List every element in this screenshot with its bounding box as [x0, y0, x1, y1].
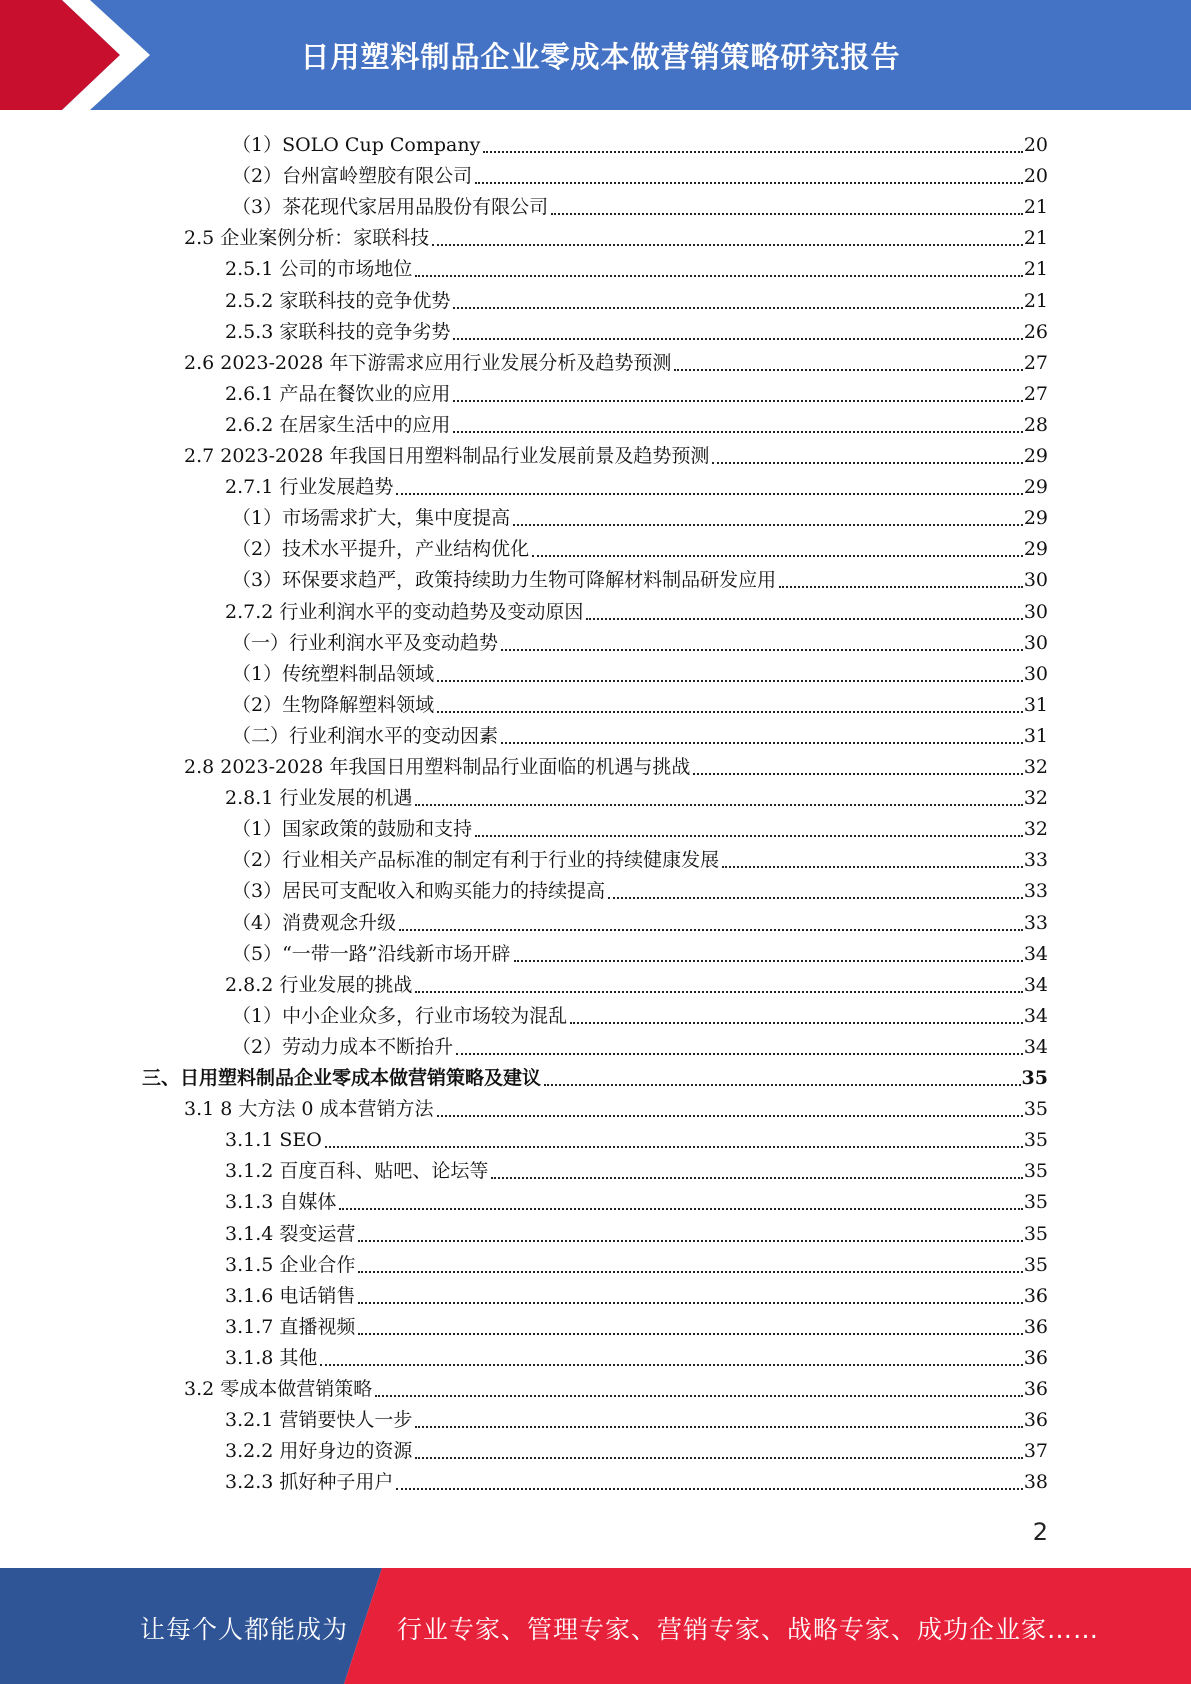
toc-dot-leader [483, 150, 1022, 153]
toc-entry-title: 3.1.2 百度百科、贴吧、论坛等 [225, 1160, 489, 1183]
toc-dot-leader [453, 337, 1022, 340]
toc-entry-page: 33 [1023, 880, 1048, 903]
toc-entry-title: 2.7.2 行业利润水平的变动趋势及变动原因 [225, 600, 584, 623]
toc-entry-page: 36 [1023, 1409, 1048, 1432]
page-header [0, 0, 1191, 110]
page-number: 2 [1032, 1518, 1048, 1546]
toc-entry-page: 29 [1023, 445, 1048, 467]
toc-entry[interactable] [225, 1308, 1048, 1339]
toc-dot-leader [456, 1052, 1023, 1055]
toc-dot-leader [358, 1239, 1022, 1242]
toc-entry[interactable] [232, 1028, 1048, 1059]
toc-dot-leader [513, 523, 1023, 526]
footer-slogan-left: 让每个人都能成为 [140, 1615, 349, 1644]
toc-entry[interactable] [232, 188, 1048, 219]
toc-entry-title: 3.1.8 其他 [225, 1346, 318, 1369]
toc-entry-title: 3.2 零成本做营销策略 [184, 1378, 373, 1400]
toc-entry-title: 3.1 8 大方法 0 成本营销方法 [184, 1098, 434, 1121]
toc-entry-title: （1）SOLO Cup Company [232, 134, 481, 156]
toc-dot-leader [779, 585, 1023, 588]
toc-entry-page: 26 [1023, 320, 1048, 343]
toc-entry-page: 35 [1023, 1191, 1048, 1214]
toc-entry-page: 31 [1023, 724, 1048, 747]
toc-entry[interactable] [225, 1152, 1048, 1183]
toc-dot-leader [544, 1083, 1021, 1086]
toc-entry-page: 34 [1023, 973, 1048, 996]
toc-entry-title: 2.5.1 公司的市场地位 [225, 258, 413, 281]
toc-entry[interactable] [225, 966, 1048, 997]
toc-entry[interactable] [184, 1370, 1048, 1401]
toc-entry[interactable] [184, 1090, 1048, 1121]
toc-dot-leader [437, 710, 1023, 713]
toc-dot-leader [325, 1145, 1023, 1148]
toc-entry[interactable] [225, 593, 1048, 624]
toc-entry[interactable] [225, 1277, 1048, 1308]
toc-dot-leader [396, 1487, 1022, 1490]
toc-entry-title: （1）市场需求扩大，集中度提高 [232, 507, 511, 530]
toc-entry[interactable] [225, 468, 1048, 499]
toc-dot-leader [339, 1207, 1022, 1210]
toc-entry-page: 36 [1023, 1284, 1048, 1307]
toc-dot-leader [415, 990, 1022, 993]
toc-entry-page: 36 [1023, 1378, 1048, 1400]
toc-dot-leader [586, 617, 1022, 620]
toc-entry[interactable] [225, 1401, 1048, 1432]
toc-entry-title: 2.6 2023-2028 年下游需求应用行业发展分析及趋势预测 [184, 351, 672, 374]
toc-entry-page: 27 [1023, 351, 1048, 374]
toc-entry-title: 2.5 企业案例分析：家联科技 [184, 227, 430, 250]
toc-dot-leader [415, 1425, 1022, 1428]
toc-entry-page: 34 [1023, 1004, 1048, 1027]
toc-entry-page: 21 [1023, 258, 1048, 281]
toc-entry-page: 29 [1023, 507, 1048, 530]
report-title: 日用塑料制品企业零成本做营销策略研究报告 [300, 39, 901, 74]
toc-entry-title: 2.7.1 行业发展趋势 [225, 476, 394, 499]
toc-entry[interactable] [225, 779, 1048, 810]
toc-dot-leader [475, 181, 1023, 184]
toc-entry[interactable] [184, 219, 1048, 250]
toc-entry[interactable] [225, 1183, 1048, 1214]
toc-entry-title: 3.2.3 抓好种子用户 [225, 1471, 394, 1494]
toc-entry-title: （2）台州富岭塑胶有限公司 [232, 165, 473, 188]
toc-entry[interactable] [225, 250, 1048, 281]
toc-entry[interactable] [184, 748, 1048, 779]
toc-entry-page: 35 [1023, 1222, 1048, 1245]
toc-entry-page: 33 [1023, 849, 1048, 872]
toc-entry-title: 3.1.6 电话销售 [225, 1284, 356, 1307]
toc-entry-title: （二）行业利润水平的变动因素 [232, 724, 499, 747]
toc-entry-title: 3.1.3 自媒体 [225, 1191, 337, 1214]
toc-entry-title: （2）行业相关产品标准的制定有利于行业的持续健康发展 [232, 849, 720, 872]
toc-entry-title: （2）生物降解塑料领域 [232, 693, 435, 716]
toc-entry-page: 29 [1023, 538, 1048, 561]
toc-entry-title: 2.6.1 产品在餐饮业的应用 [225, 382, 451, 405]
toc-dot-leader [396, 492, 1022, 495]
toc-dot-leader [674, 368, 1022, 371]
toc-entry-page: 21 [1023, 289, 1048, 312]
toc-entry[interactable] [225, 1246, 1048, 1277]
toc-dot-leader [551, 212, 1023, 215]
toc-entry-title: 3.2.2 用好身边的资源 [225, 1440, 413, 1463]
toc-entry-title: （3）居民可支配收入和购买能力的持续提高 [232, 880, 606, 903]
toc-entry-page: 28 [1023, 413, 1048, 436]
toc-dot-leader [453, 430, 1022, 433]
toc-entry[interactable] [232, 841, 1048, 872]
toc-entry-title: （5）“一带一路”沿线新市场开辟 [232, 942, 511, 965]
toc-dot-leader [608, 896, 1023, 899]
toc-entry-title: 2.6.2 在居家生活中的应用 [225, 413, 451, 436]
toc-entry-page: 30 [1023, 600, 1048, 623]
toc-entry-title: （4）消费观念升级 [232, 911, 397, 934]
footer-slogan-right: 行业专家、管理专家、营销专家、战略专家、成功企业家…… [397, 1615, 1100, 1644]
toc-dot-leader [501, 648, 1023, 651]
toc-dot-leader [722, 865, 1023, 868]
toc-entry-title: （3）环保要求趋严，政策持续助力生物可降解材料制品研发应用 [232, 569, 777, 592]
toc-entry[interactable] [232, 499, 1048, 530]
toc-entry-title: 2.7 2023-2028 年我国日用塑料制品行业发展前景及趋势预测 [184, 445, 710, 467]
toc-entry[interactable] [232, 686, 1048, 717]
toc-dot-leader [501, 741, 1023, 744]
toc-entry-page: 30 [1023, 569, 1048, 592]
toc-entry[interactable] [232, 810, 1048, 841]
toc-dot-leader [437, 1114, 1023, 1117]
toc-entry-page: 20 [1023, 134, 1048, 156]
toc-entry[interactable] [232, 904, 1048, 935]
toc-dot-leader [399, 928, 1023, 931]
toc-entry-page: 37 [1023, 1440, 1048, 1463]
toc-entry-page: 20 [1023, 165, 1048, 188]
toc-entry-title: 2.8.1 行业发展的机遇 [225, 787, 413, 810]
toc-entry[interactable] [232, 530, 1048, 561]
toc-entry-page: 32 [1023, 818, 1048, 841]
toc-entry-title: 2.8.2 行业发展的挑战 [225, 973, 413, 996]
toc-entry-title: （1）中小企业众多，行业市场较为混乱 [232, 1004, 568, 1027]
toc-dot-leader [570, 1021, 1023, 1024]
toc-entry-page: 35 [1023, 1129, 1048, 1152]
toc-entry[interactable] [225, 1339, 1048, 1370]
toc-entry[interactable] [232, 872, 1048, 903]
toc-dot-leader [491, 1176, 1022, 1179]
toc-entry[interactable] [225, 1215, 1048, 1246]
toc-dot-leader [375, 1394, 1023, 1397]
toc-entry[interactable] [232, 126, 1048, 157]
toc-dot-leader [453, 306, 1022, 309]
toc-entry[interactable] [225, 406, 1048, 437]
toc-entry[interactable] [225, 313, 1048, 344]
toc-dot-leader [514, 959, 1023, 962]
toc-entry-title: （1）国家政策的鼓励和支持 [232, 818, 473, 841]
toc-entry[interactable] [232, 655, 1048, 686]
toc-entry-title: 3.1.4 裂变运营 [225, 1222, 356, 1245]
toc-entry[interactable] [232, 561, 1048, 592]
toc-entry-page: 38 [1023, 1471, 1048, 1494]
toc-entry[interactable] [225, 1121, 1048, 1152]
toc-dot-leader [475, 834, 1023, 837]
toc-dot-leader [437, 679, 1023, 682]
toc-entry-page: 34 [1023, 1035, 1048, 1058]
toc-entry-page: 29 [1023, 476, 1048, 499]
toc-entry[interactable] [225, 375, 1048, 406]
toc-entry[interactable] [232, 997, 1048, 1028]
toc-entry-title: 三、日用塑料制品企业零成本做营销策略及建议 [142, 1067, 542, 1089]
toc-dot-leader [358, 1301, 1022, 1304]
toc-dot-leader [415, 274, 1022, 277]
toc-dot-leader [358, 1332, 1022, 1335]
toc-entry[interactable] [232, 935, 1048, 966]
toc-dot-leader [320, 1363, 1022, 1366]
toc-dot-leader [693, 772, 1022, 775]
toc-entry-title: （2）技术水平提升，产业结构优化 [232, 538, 530, 561]
toc-dot-leader [453, 399, 1022, 402]
toc-entry-page: 21 [1023, 227, 1048, 250]
toc-entry-page: 33 [1023, 911, 1048, 934]
toc-dot-leader [712, 461, 1022, 464]
toc-entry-page: 32 [1023, 756, 1048, 778]
toc-entry-title: 3.1.7 直播视频 [225, 1315, 356, 1338]
toc-entry-page: 30 [1023, 631, 1048, 654]
toc-entry-page: 35 [1023, 1160, 1048, 1183]
toc-entry-title: （3）茶花现代家居用品股份有限公司 [232, 196, 549, 219]
toc-entry[interactable] [184, 437, 1048, 468]
toc-entry-page: 27 [1023, 382, 1048, 405]
toc-entry-title: 2.5.2 家联科技的竞争优势 [225, 289, 451, 312]
toc-entry-page: 36 [1023, 1346, 1048, 1369]
toc-dot-leader [532, 554, 1023, 557]
toc-entry-title: 2.5.3 家联科技的竞争劣势 [225, 320, 451, 343]
toc-entry[interactable] [184, 344, 1048, 375]
toc-entry[interactable] [225, 1463, 1048, 1494]
toc-dot-leader [415, 1456, 1022, 1459]
toc-entry-page: 31 [1023, 693, 1048, 716]
toc-entry-title: （1）传统塑料制品领域 [232, 662, 435, 685]
toc-entry-page: 35 [1023, 1098, 1048, 1121]
toc-entry[interactable] [225, 1432, 1048, 1463]
toc-entry[interactable] [232, 624, 1048, 655]
toc-entry[interactable] [225, 282, 1048, 313]
toc-dot-leader [358, 1270, 1022, 1273]
toc-dot-leader [415, 803, 1022, 806]
toc-entry-title: （2）劳动力成本不断抬升 [232, 1035, 454, 1058]
toc-entry-page: 32 [1023, 787, 1048, 810]
header-chevron-decoration [0, 0, 160, 110]
toc-entry-title: 2.8 2023-2028 年我国日用塑料制品行业面临的机遇与挑战 [184, 756, 691, 778]
toc-entry-title: （一）行业利润水平及变动趋势 [232, 631, 499, 654]
toc-dot-leader [432, 243, 1023, 246]
toc-entry-page: 34 [1023, 942, 1048, 965]
toc-entry-page: 35 [1021, 1067, 1048, 1089]
toc-entry-title: 3.1.5 企业合作 [225, 1253, 356, 1276]
toc-entry[interactable] [232, 157, 1048, 188]
toc-entry-page: 35 [1023, 1253, 1048, 1276]
toc-entry[interactable] [142, 1059, 1048, 1090]
toc-entry-page: 30 [1023, 662, 1048, 685]
toc-entry-title: 3.1.1 SEO [225, 1129, 322, 1152]
toc-entry[interactable] [232, 717, 1048, 748]
toc-entry-page: 21 [1023, 196, 1048, 219]
toc-entry-title: 3.2.1 营销要快人一步 [225, 1409, 413, 1432]
toc-entry-page: 36 [1023, 1315, 1048, 1338]
